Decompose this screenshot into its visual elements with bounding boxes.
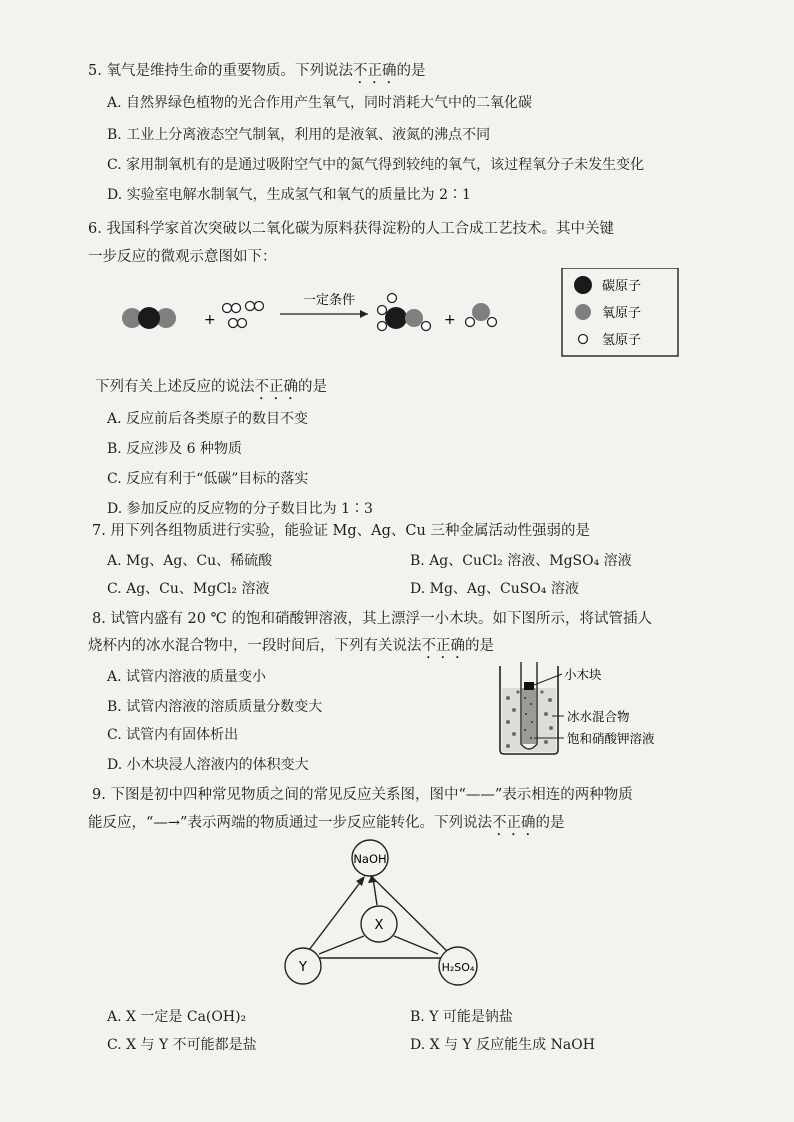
q5-option-d: D. 实验室电解水制氧气，生成氢气和氧气的质量比为 2∶1	[107, 187, 471, 203]
q9-option-a: A. X 一定是 Ca(OH)₂	[107, 1009, 247, 1025]
q5-stem-text: 5. 氧气是维持生命的重要物质。下列说法	[88, 63, 353, 79]
q6-ask-emphasis: 不正确	[254, 379, 298, 395]
reaction-condition: 一定条件	[303, 293, 356, 308]
q8-stem-text: 烧杯内的冰水混合物中，一段时间后，下列有关说法	[88, 638, 422, 654]
q8-option-a: A. 试管内溶液的质量变小	[107, 669, 267, 685]
q5-stem	[88, 62, 425, 87]
water-molecule	[466, 303, 497, 327]
co2-molecule	[122, 307, 176, 329]
arrow-head	[360, 310, 368, 318]
plus-sign-1: +	[204, 312, 216, 328]
node-y-label: Y	[299, 960, 307, 975]
q5-option-a: A. 自然界绿色植物的光合作用产生氧气，同时消耗大气中的二氧化碳	[107, 95, 533, 111]
legend-hydrogen: 氢原子	[602, 333, 642, 348]
q8-option-c: C. 试管内有固体析出	[107, 727, 239, 743]
q9-stem-tail: 的是	[535, 815, 565, 831]
label-wooden-block: 小木块	[564, 667, 602, 682]
q9-stem-emphasis: 不正确	[491, 815, 536, 831]
q5-stem-emphasis: 不正确	[352, 63, 397, 79]
node-x-label: X	[374, 918, 384, 933]
methanol-molecule	[378, 294, 431, 331]
q8-stem-tail: 的是	[465, 638, 494, 654]
atom-legend	[562, 268, 678, 356]
q9-option-c: C. X 与 Y 不可能都是盐	[107, 1037, 257, 1053]
plus-sign-2: +	[444, 312, 456, 328]
node-h2so4-label: H₂SO₄	[441, 961, 475, 974]
q6-stem-line1: 6. 我国科学家首次突破以二氧化碳为原料获得淀粉的人工合成工艺技术。其中关键	[88, 221, 614, 237]
q9-option-b: B. Y 可能是钠盐	[410, 1009, 513, 1025]
label-kno3-solution: 饱和硝酸钾溶液	[567, 731, 655, 746]
q5-stem-tail: 的是	[396, 63, 426, 79]
q9-option-d: D. X 与 Y 反应能生成 NaOH	[410, 1037, 595, 1053]
q6-ask-text: 下列有关上述反应的说法	[95, 379, 255, 395]
legend-oxygen: 氧原子	[602, 306, 642, 321]
q5-option-b: B. 工业上分离液态空气制氧，利用的是液氧、液氮的沸点不同	[107, 127, 491, 143]
q6-option-c: C. 反应有利于“低碳”目标的落实	[107, 471, 309, 487]
q9-stem-text: 能反应，“—→”表示两端的物质通过一步反应能转化。下列说法	[88, 815, 492, 831]
q8-option-d: D. 小木块浸人溶液内的体积变大	[107, 757, 309, 773]
edge-y-naoh-arrow	[303, 880, 362, 958]
edge-x-y	[319, 936, 364, 954]
kno3-solution	[522, 688, 536, 744]
arrow-y-to-naoh	[356, 876, 365, 886]
wooden-block	[524, 682, 534, 690]
q8-stem-emphasis: 不正确	[421, 638, 465, 654]
node-naoh-label: NaOH	[353, 852, 387, 866]
q8-option-b: B. 试管内溶液的溶质质量分数变大	[107, 699, 323, 715]
q9-stem-line1: 9. 下图是初中四种常见物质之间的常见反应关系图，图中“——”表示相连的两种物质	[92, 787, 633, 803]
q6-reaction-diagram	[110, 268, 710, 360]
q6-option-a: A. 反应前后各类原子的数目不变	[107, 411, 309, 427]
q5-option-c: C. 家用制氧机有的是通过吸附空气中的氮气得到较纯的氧气，该过程氧分子未发生变化	[107, 157, 645, 173]
q6-option-d: D. 参加反应的反应物的分子数目比为 1∶3	[107, 501, 373, 517]
q8-stem-line1: 8. 试管内盛有 20 ℃ 的饱和硝酸钾溶液，其上漂浮一小木块。如下图所示，将试管插人	[92, 611, 652, 627]
label-ice-water: 冰水混合物	[567, 709, 630, 724]
edge-x-h2so4	[394, 936, 438, 954]
q7-option-b: B. Ag、CuCl₂ 溶液、MgSO₄ 溶液	[410, 553, 632, 569]
q6-ask	[95, 378, 327, 403]
h2-molecules	[223, 302, 264, 328]
q6-ask-tail: 的是	[298, 379, 327, 395]
legend-carbon: 碳原子	[602, 279, 642, 294]
q6-option-b: B. 反应涉及 6 种物质	[107, 441, 242, 457]
q9-relation-diagram	[270, 836, 500, 998]
q6-stem-line2: 一步反应的微观示意图如下：	[88, 249, 277, 265]
q8-stem-line2	[88, 637, 494, 662]
q8-beaker-diagram	[494, 658, 694, 758]
q7-option-d: D. Mg、Ag、CuSO₄ 溶液	[410, 581, 579, 597]
q7-stem: 7. 用下列各组物质进行实验，能验证 Mg、Ag、Cu 三种金属活动性强弱的是	[92, 523, 590, 539]
q7-option-a: A. Mg、Ag、Cu、稀硫酸	[107, 553, 273, 569]
q7-option-c: C. Ag、Cu、MgCl₂ 溶液	[107, 581, 270, 597]
